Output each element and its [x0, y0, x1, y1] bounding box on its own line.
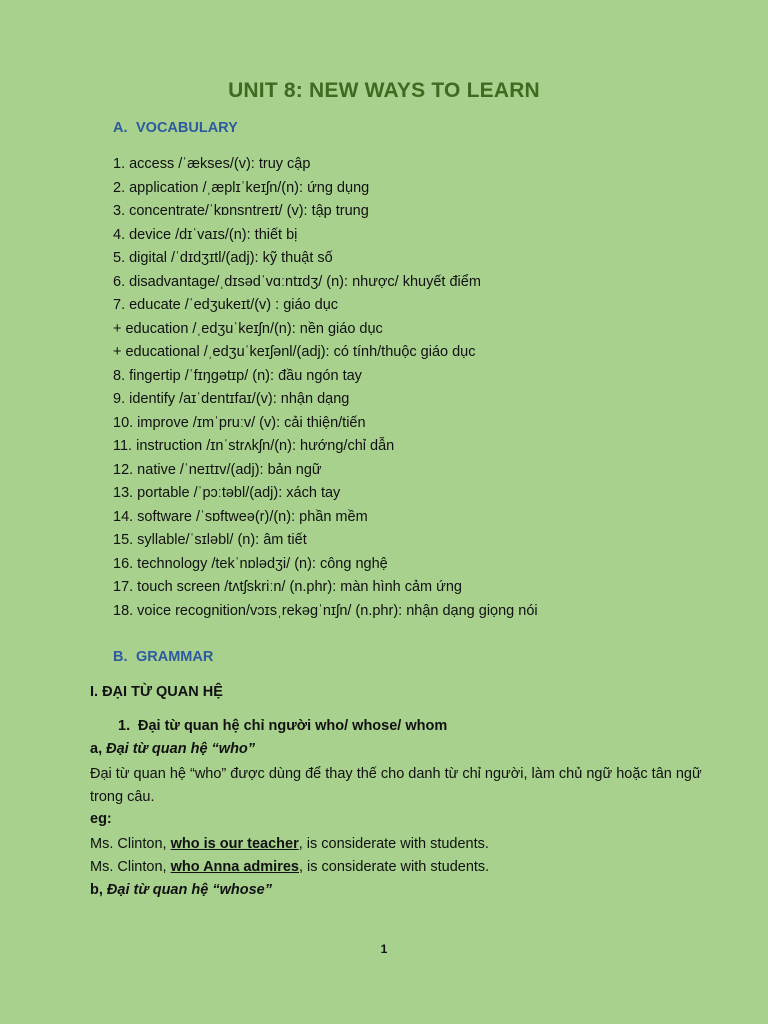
page-title: UNIT 8: NEW WAYS TO LEARN	[228, 79, 540, 102]
example-text: Ms. Clinton,	[90, 859, 171, 875]
example-sentence-1	[90, 834, 489, 854]
example-text: , is considerate with students.	[298, 859, 490, 875]
section-heading-vocabulary	[113, 120, 238, 136]
vocabulary-item: 12. native /ˈneɪtɪv/(adj): bản ngữ	[113, 461, 322, 478]
example-text: Ms. Clinton,	[90, 836, 171, 852]
vocabulary-item: 11. instruction /ɪnˈstrʌkʃn/(n): hướng/chỉ dẫn	[113, 438, 395, 454]
vocabulary-item: 7. educate /ˈedʒukeɪt/(v) : giáo dục	[113, 297, 339, 313]
who-heading-prefix: a,	[90, 741, 107, 757]
example-label: eg:	[90, 811, 112, 827]
whose-heading	[90, 880, 272, 900]
vocabulary-item: 9. identify /aɪˈdentɪfaɪ/(v): nhận dạng	[113, 391, 350, 407]
vocabulary-item: 5. digital /ˈdɪdʒɪtl/(adj): kỹ thuật số	[113, 250, 333, 266]
vocabulary-item: 16. technology /tekˈnɒlədʒi/ (n): công nghệ	[113, 555, 388, 572]
grammar-subsection-title	[118, 716, 447, 736]
vocabulary-item: 15. syllable/ˈsɪləbl/ (n): âm tiết	[113, 532, 307, 548]
who-explanation: Đại từ quan hệ “who” được dùng để thay thế cho danh từ chỉ người, làm chủ ngữ hoặc tân ngữ trong câu.	[90, 766, 702, 805]
section-heading-grammar	[113, 649, 213, 665]
section-label: VOCABULARY	[136, 120, 238, 136]
vocabulary-item: 18. voice recognition/vɔɪsˌrekəɡˈnɪʃn/ (n.phr): nhận dạng giọng nói	[113, 602, 538, 619]
vocabulary-item: 17. touch screen /tʌtʃskriːn/ (n.phr): màn hình cảm ứng	[113, 579, 462, 595]
whose-heading-prefix: b,	[90, 882, 107, 898]
section-label: GRAMMAR	[136, 649, 214, 665]
who-heading-label: Đại từ quan hệ “who”	[106, 741, 256, 757]
vocabulary-item: 13. portable /ˈpɔːtəbl/(adj): xách tay	[113, 485, 341, 501]
who-heading	[90, 739, 255, 759]
whose-heading-label: Đại từ quan hệ “whose”	[106, 882, 272, 898]
vocabulary-item: 3. concentrate/ˈkɒnsntreɪt/ (v): tập trung	[113, 203, 369, 219]
example-text: , is considerate with students.	[298, 836, 489, 852]
subsection-number: 1.	[118, 718, 131, 734]
vocabulary-item: 6. disadvantage/ˌdɪsədˈvɑːntɪdʒ/ (n): nhược/ khuyết điểm	[113, 273, 481, 290]
grammar-section-title: I. ĐẠI TỪ QUAN HỆ	[90, 684, 223, 700]
vocabulary-item: 1. access /ˈækses/(v): truy cập	[113, 156, 311, 172]
vocabulary-item: 8. fingertip /ˈfɪŋɡətɪp/ (n): đầu ngón tay	[113, 367, 362, 384]
vocabulary-item: 10. improve /ɪmˈpruːv/ (v): cải thiện/tiến	[113, 414, 366, 431]
section-number: B.	[113, 649, 128, 665]
section-number: A.	[113, 120, 128, 136]
relative-clause: who is our teacher	[170, 836, 299, 852]
vocabulary-item: 14. software /ˈsɒftweə(r)/(n): phần mềm	[113, 508, 368, 525]
relative-clause: who Anna admires	[170, 859, 299, 875]
subsection-label: Đại từ quan hệ chỉ người who/ whose/ whom	[138, 718, 448, 734]
page-number: 1	[380, 942, 388, 956]
vocabulary-item: + education /ˌedʒuˈkeɪʃn/(n): nền giáo dục	[113, 320, 383, 337]
vocabulary-item: 4. device /dɪˈvaɪs/(n): thiết bị	[113, 226, 298, 243]
example-sentence-2	[90, 857, 489, 877]
vocabulary-item: 2. application /ˌæplɪˈkeɪʃn/(n): ứng dụng	[113, 179, 370, 196]
vocabulary-list	[113, 154, 538, 624]
vocabulary-item: + educational /ˌedʒuˈkeɪʃənl/(adj): có tính/thuộc giáo dục	[113, 344, 476, 360]
